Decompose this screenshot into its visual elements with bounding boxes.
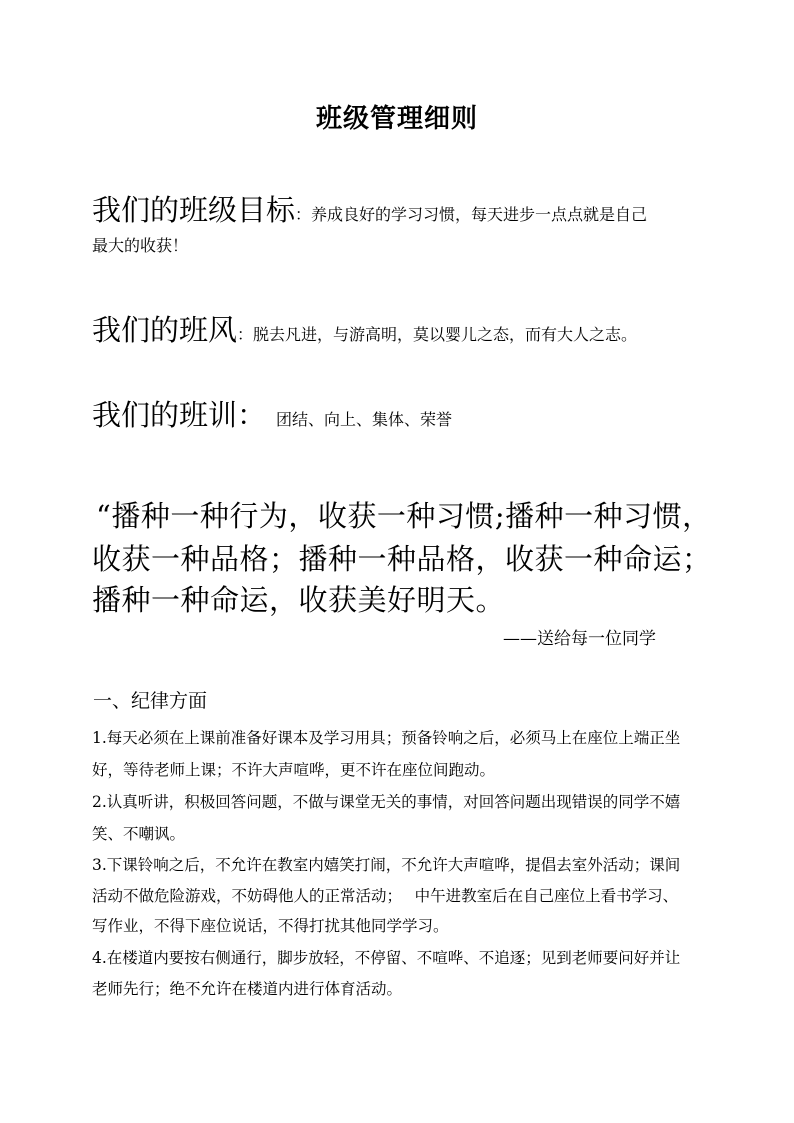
rule-line: 4.在楼道内要按右侧通行，脚步放轻，不停留、不喧哗、不追逐；见到老师要问好并让 <box>92 949 681 967</box>
class-motto-text: 团结、向上、集体、荣誉 <box>276 410 453 429</box>
rule-line: 3.下课铃响之后，不允许在教室内嬉笑打闹，不允许大声喧哗，提倡去室外活动；课间 <box>92 856 681 874</box>
quote-line-2: 收获一种品格；播种一种品格，收获一种命运； <box>92 542 712 576</box>
rule-line: 好，等待老师上课；不许大声喧哗，更不许在座位间跑动。 <box>92 761 496 779</box>
quote-line-3: 播种一种命运，收获美好明天。 <box>92 583 506 617</box>
rule-line: 笑、不嘲讽。 <box>92 825 186 843</box>
class-style-line <box>92 308 637 349</box>
rule-line: 写作业，不得下座位说话，不得打扰其他同学学习。 <box>92 917 449 935</box>
class-motto-label: 我们的班训： <box>92 398 267 432</box>
rule-line: 1.每天必须在上课前准备好课本及学习用具；预备铃响之后，必须马上在座位上端正坐 <box>92 729 681 747</box>
rule-line: 活动不做危险游戏，不妨碍他人的正常活动； 中午进教室后在自己座位上看书学习、 <box>92 887 679 905</box>
rule-line: 老师先行；绝不允许在楼道内进行体育活动。 <box>92 980 403 998</box>
class-goal-text: ：养成良好的学习习惯，每天进步一点点就是自己 <box>295 205 648 224</box>
rule-line: 2.认真听讲，积极回答问题，不做与课堂无关的事情，对回答问题出现错误的同学不嬉 <box>92 793 681 811</box>
page-title: 班级管理细则 <box>315 104 478 134</box>
class-goal-line <box>92 188 647 229</box>
section-heading-discipline: 一、纪律方面 <box>93 690 208 712</box>
quote-line-1: “播种一种行为，收获一种习惯;播种一种习惯， <box>96 499 712 533</box>
class-goal-label: 我们的班级目标 <box>92 193 296 227</box>
class-style-text: ：脱去凡进，与游高明，莫以婴儿之态，而有大人之志。 <box>237 325 638 344</box>
quote-attribution: ——送给每一位同学 <box>503 629 656 649</box>
class-motto-line <box>92 393 452 434</box>
class-style-label: 我们的班风 <box>92 313 238 347</box>
class-goal-text-continued: 最大的收获！ <box>92 236 189 255</box>
